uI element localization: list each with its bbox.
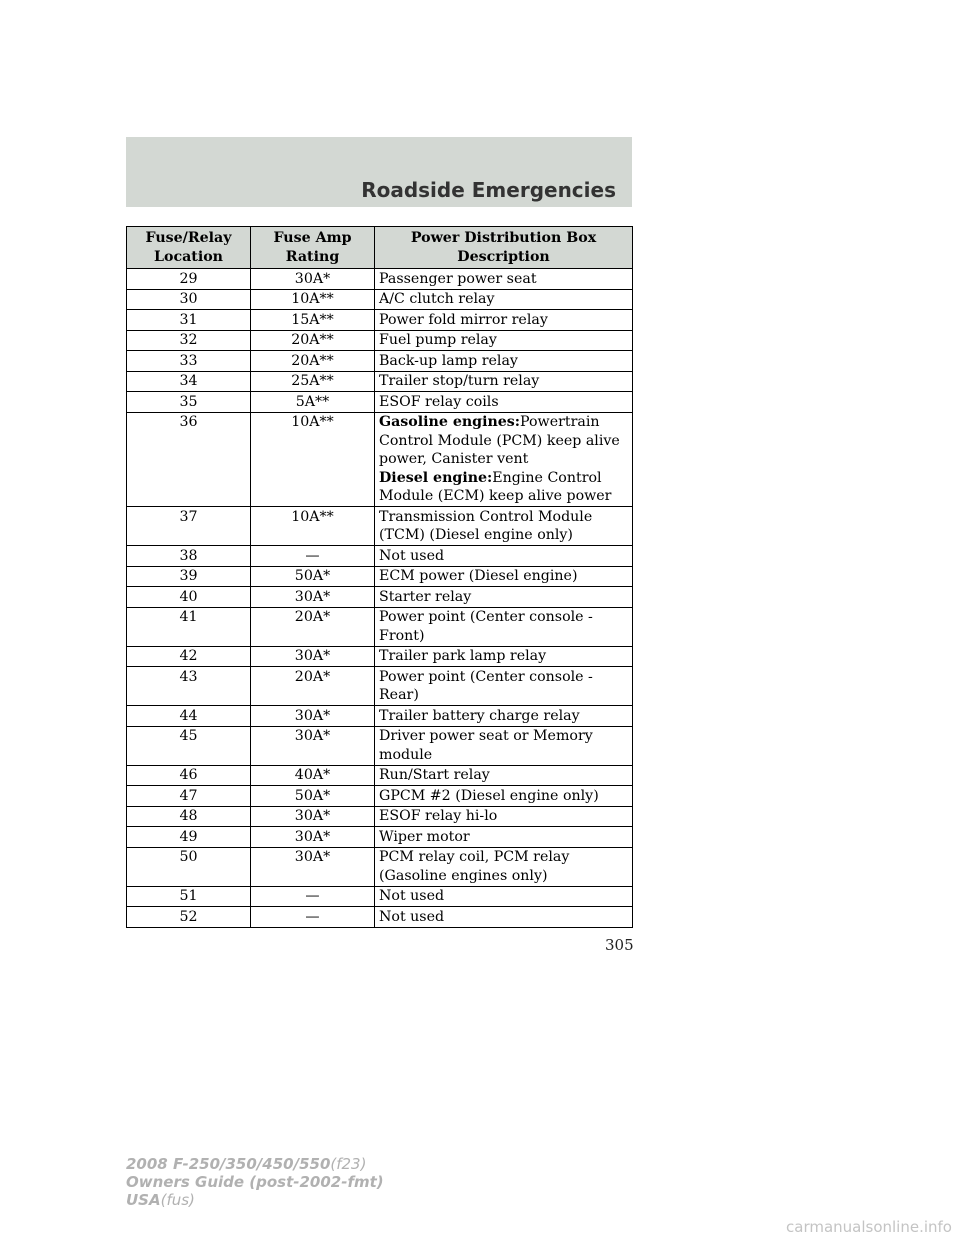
fuse-location-cell: 51 bbox=[127, 886, 251, 907]
table-row bbox=[127, 330, 633, 351]
table-row bbox=[127, 847, 633, 886]
column-header-description: Power Distribution Box Description bbox=[375, 227, 633, 269]
table-row bbox=[127, 546, 633, 567]
fuse-location-cell: 49 bbox=[127, 827, 251, 848]
table-row bbox=[127, 289, 633, 310]
fuse-location-cell: 38 bbox=[127, 546, 251, 567]
fuse-location-cell: 50 bbox=[127, 847, 251, 886]
table-row bbox=[127, 646, 633, 667]
fuse-description-cell: Not used bbox=[375, 886, 633, 907]
description-part bbox=[379, 413, 628, 469]
fuse-location-cell: 52 bbox=[127, 907, 251, 928]
table-row bbox=[127, 392, 633, 413]
fuse-location-cell: 41 bbox=[127, 607, 251, 646]
fuse-location-cell: 40 bbox=[127, 587, 251, 608]
fuse-rating-cell: 20A* bbox=[251, 667, 375, 706]
table-row bbox=[127, 269, 633, 290]
fuse-location-cell: 30 bbox=[127, 289, 251, 310]
fuse-location-cell: 37 bbox=[127, 507, 251, 546]
fuse-rating-cell: 30A* bbox=[251, 269, 375, 290]
fuse-description-cell: Trailer battery charge relay bbox=[375, 706, 633, 727]
table-row bbox=[127, 667, 633, 706]
footer-line-1: 2008 F-250/350/450/550(f23) bbox=[126, 1155, 367, 1173]
fuse-rating-cell: 30A* bbox=[251, 847, 375, 886]
fuse-description-cell: Transmission Control Module (TCM) (Diesel engine only) bbox=[375, 507, 633, 546]
table-row bbox=[127, 566, 633, 587]
watermark: carmanualsonline.info bbox=[786, 1218, 952, 1236]
table-row bbox=[127, 786, 633, 807]
section-title: Roadside Emergencies bbox=[361, 178, 616, 202]
description-part-text: Engine Control Module (ECM) keep alive power bbox=[379, 469, 612, 504]
fuse-rating-cell: 50A* bbox=[251, 786, 375, 807]
fuse-rating-cell: 15A** bbox=[251, 310, 375, 331]
table-body bbox=[127, 269, 633, 928]
table-row bbox=[127, 607, 633, 646]
fuse-location-cell: 44 bbox=[127, 706, 251, 727]
fuse-rating-cell: 10A** bbox=[251, 412, 375, 507]
fuse-rating-cell: 10A** bbox=[251, 507, 375, 546]
section-header-band bbox=[126, 137, 632, 207]
fuse-location-cell: 43 bbox=[127, 667, 251, 706]
fuse-rating-cell: 40A* bbox=[251, 765, 375, 786]
fuse-rating-cell: 25A** bbox=[251, 371, 375, 392]
fuse-description-cell: PCM relay coil, PCM relay (Gasoline engines only) bbox=[375, 847, 633, 886]
fuse-description-cell bbox=[375, 412, 633, 507]
table-header-row bbox=[127, 227, 633, 269]
fuse-rating-cell: 30A* bbox=[251, 726, 375, 765]
column-header-rating: Fuse Amp Rating bbox=[251, 227, 375, 269]
fuse-location-cell: 29 bbox=[127, 269, 251, 290]
fuse-description-cell: Wiper motor bbox=[375, 827, 633, 848]
fuse-description-cell: Power point (Center console - Rear) bbox=[375, 667, 633, 706]
description-part-text: Powertrain Control Module (PCM) keep alive power, Canister vent bbox=[379, 414, 620, 467]
fuse-description-cell: Not used bbox=[375, 907, 633, 928]
fuse-description-cell: ECM power (Diesel engine) bbox=[375, 566, 633, 587]
fuse-description-cell: Back-up lamp relay bbox=[375, 351, 633, 372]
fuse-rating-cell: 5A** bbox=[251, 392, 375, 413]
fuse-description-cell: Trailer stop/turn relay bbox=[375, 371, 633, 392]
table-row bbox=[127, 765, 633, 786]
fuse-rating-cell: — bbox=[251, 546, 375, 567]
fuse-location-cell: 36 bbox=[127, 412, 251, 507]
table-row bbox=[127, 827, 633, 848]
fuse-description-cell: Fuel pump relay bbox=[375, 330, 633, 351]
fuse-location-cell: 32 bbox=[127, 330, 251, 351]
fuse-location-cell: 31 bbox=[127, 310, 251, 331]
fuse-description-cell: Not used bbox=[375, 546, 633, 567]
table-row bbox=[127, 507, 633, 546]
fuse-description-cell: ESOF relay hi-lo bbox=[375, 806, 633, 827]
table-row bbox=[127, 412, 633, 507]
table-row bbox=[127, 806, 633, 827]
fuse-rating-cell: — bbox=[251, 907, 375, 928]
table-row bbox=[127, 907, 633, 928]
fuse-rating-cell: 20A** bbox=[251, 330, 375, 351]
fuse-description-cell: GPCM #2 (Diesel engine only) bbox=[375, 786, 633, 807]
fuse-location-cell: 46 bbox=[127, 765, 251, 786]
fuse-table bbox=[126, 226, 633, 928]
fuse-location-cell: 45 bbox=[127, 726, 251, 765]
fuse-location-cell: 35 bbox=[127, 392, 251, 413]
table-row bbox=[127, 351, 633, 372]
fuse-rating-cell: 20A* bbox=[251, 607, 375, 646]
footer-line-3: USA(fus) bbox=[126, 1191, 195, 1209]
fuse-rating-cell: 30A* bbox=[251, 646, 375, 667]
description-part bbox=[379, 469, 628, 506]
fuse-description-cell: A/C clutch relay bbox=[375, 289, 633, 310]
column-header-location: Fuse/Relay Location bbox=[127, 227, 251, 269]
fuse-location-cell: 34 bbox=[127, 371, 251, 392]
fuse-description-cell: Power point (Center console - Front) bbox=[375, 607, 633, 646]
table-row bbox=[127, 310, 633, 331]
fuse-description-cell: Passenger power seat bbox=[375, 269, 633, 290]
fuse-rating-cell: 30A* bbox=[251, 806, 375, 827]
fuse-rating-cell: 50A* bbox=[251, 566, 375, 587]
fuse-rating-cell: 30A* bbox=[251, 706, 375, 727]
table-row bbox=[127, 726, 633, 765]
fuse-description-cell: Power fold mirror relay bbox=[375, 310, 633, 331]
table-row bbox=[127, 706, 633, 727]
fuse-description-cell: Trailer park lamp relay bbox=[375, 646, 633, 667]
fuse-location-cell: 33 bbox=[127, 351, 251, 372]
page-number: 305 bbox=[605, 936, 634, 954]
table-row bbox=[127, 371, 633, 392]
fuse-location-cell: 42 bbox=[127, 646, 251, 667]
fuse-description-cell: Driver power seat or Memory module bbox=[375, 726, 633, 765]
footer bbox=[126, 1155, 384, 1209]
fuse-description-cell: Starter relay bbox=[375, 587, 633, 608]
table-row bbox=[127, 886, 633, 907]
table-row bbox=[127, 587, 633, 608]
fuse-rating-cell: 30A* bbox=[251, 587, 375, 608]
fuse-rating-cell: 20A** bbox=[251, 351, 375, 372]
footer-line-2: Owners Guide (post-2002-fmt) bbox=[126, 1173, 384, 1191]
description-part-label: Gasoline engines: bbox=[379, 414, 521, 430]
fuse-description-cell: ESOF relay coils bbox=[375, 392, 633, 413]
fuse-location-cell: 39 bbox=[127, 566, 251, 587]
fuse-location-cell: 48 bbox=[127, 806, 251, 827]
fuse-rating-cell: 10A** bbox=[251, 289, 375, 310]
description-part-label: Diesel engine: bbox=[379, 469, 493, 486]
fuse-location-cell: 47 bbox=[127, 786, 251, 807]
fuse-description-cell: Run/Start relay bbox=[375, 765, 633, 786]
fuse-rating-cell: 30A* bbox=[251, 827, 375, 848]
fuse-rating-cell: — bbox=[251, 886, 375, 907]
